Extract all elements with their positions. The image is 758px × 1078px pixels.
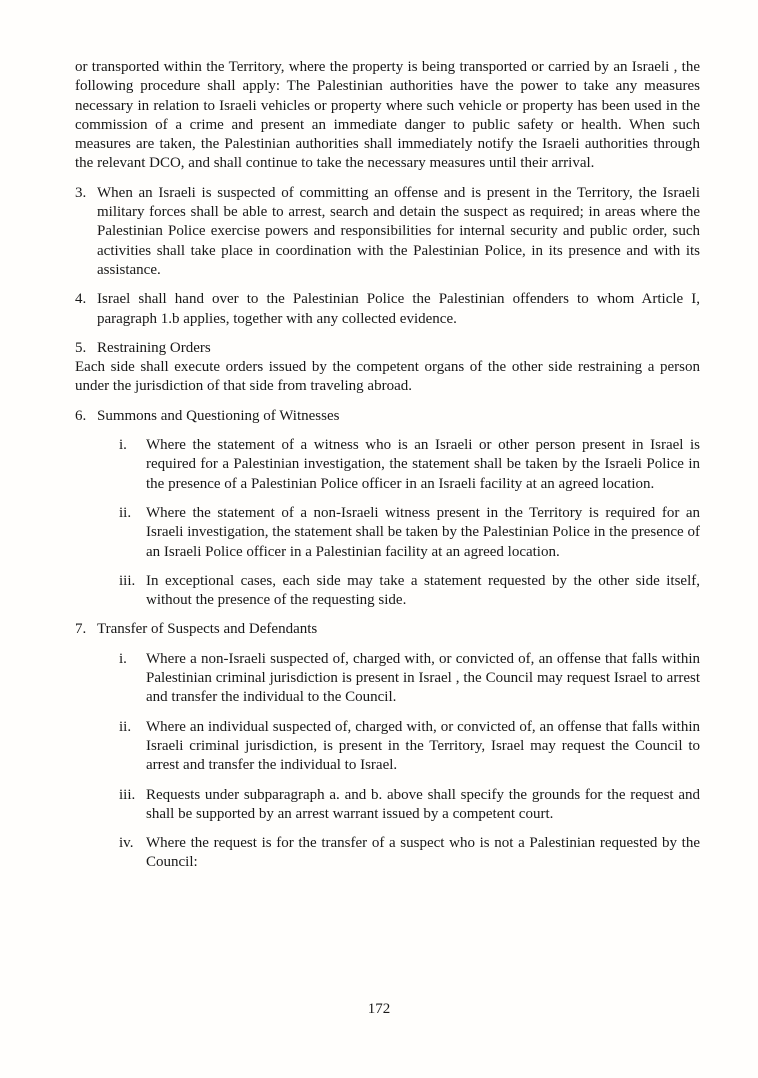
list-item-6-heading <box>75 407 700 426</box>
sub-item-7-iv <box>119 834 700 873</box>
list-item-heading: Restraining Orders <box>97 339 211 356</box>
paragraph-restraining-orders: Each side shall execute orders issued by the competent organs of the other side restraining a person under the jurisdiction of that side from traveling abroad. <box>75 359 700 395</box>
list-item-heading: Transfer of Suspects and Defendants <box>97 621 318 638</box>
list-item-text: Israel shall hand over to the Palestinian Police the Palestinian offenders to whom Article I, paragraph 1.b applies, together with any collected evidence. <box>97 291 700 327</box>
sub-item-marker: i. <box>119 650 127 667</box>
list-item-5-heading <box>75 339 700 358</box>
page-number: 172 <box>367 1001 391 1017</box>
sub-item-text: Where the statement of a non-Israeli witness present in the Territory is required for an Israeli investigation, the statement shall be taken by the Palestinian Police in the presence of an Israeli Police officer in a Palestinian facility at an agreed location. <box>146 504 700 560</box>
sub-item-marker: iv. <box>119 835 134 852</box>
sub-item-7-iii <box>119 786 700 825</box>
sub-item-marker: iii. <box>119 572 136 589</box>
sub-item-marker: ii. <box>119 504 132 521</box>
list-item-3 <box>75 184 700 280</box>
sub-item-marker: ii. <box>119 718 132 735</box>
list-marker: 6. <box>75 407 87 424</box>
sub-item-6-ii <box>119 504 700 562</box>
sub-item-text: Where an individual suspected of, charged with, or convicted of, an offense that falls within Israeli criminal jurisdiction, is present in the Territory, Israel may request the Council to arrest and transfer the individual to Israel. <box>146 718 700 774</box>
sub-item-6-iii <box>119 572 700 611</box>
list-marker: 4. <box>75 291 87 308</box>
paragraph-continuation: or transported within the Territory, where the property is being transported or carried by an Israeli , the following procedure shall apply: The Palestinian authorities have the power to take any measures necessary in relation to Israeli vehicles or property where such vehicle or property has been used in the commission of a crime and present an immediate danger to public safety or health. When such measures are taken, the Palestinian authorities shall immediately notify the Israeli authorities through the relevant DCO, and shall continue to take the necessary measures until their arrival. <box>75 59 700 172</box>
list-marker: 3. <box>75 184 87 201</box>
sub-item-7-i <box>119 650 700 708</box>
list-item-4 <box>75 290 700 329</box>
sub-item-text: In exceptional cases, each side may take a statement requested by the other side itself, without the presence of the requesting side. <box>146 572 700 609</box>
list-item-7-heading <box>75 620 700 639</box>
sub-item-text: Where the statement of a witness who is an Israeli or other person present in Israel is required for a Palestinian investigation, the statement shall be taken by the Israeli Police in the presence of a Palestinian Police officer in an Israeli facility at an agreed location. <box>146 437 700 492</box>
sub-item-7-ii <box>119 718 700 776</box>
list-item-text: When an Israeli is suspected of committing an offense and is present in the Territory, the Israeli military forces shall be able to arrest, search and detain the suspect as required; in areas where the Palestinian Police exercise powers and responsibilities for internal security and public order, such activities shall take place in coordination with the Palestinian Police, in its presence and with its assistance. <box>97 184 700 278</box>
list-marker: 7. <box>75 621 87 638</box>
sub-item-marker: i. <box>119 437 127 454</box>
list-item-heading: Summons and Questioning of Witnesses <box>97 407 340 424</box>
sub-item-text: Where the request is for the transfer of a suspect who is not a Palestinian requested by the Council: <box>146 835 700 871</box>
sub-item-marker: iii. <box>119 786 136 803</box>
sub-item-6-i <box>119 436 700 494</box>
list-marker: 5. <box>75 339 87 356</box>
sub-item-text: Requests under subparagraph a. and b. above shall specify the grounds for the request and shall be supported by an arrest warrant issued by a competent court. <box>146 786 700 822</box>
sub-item-text: Where a non-Israeli suspected of, charged with, or convicted of, an offense that falls within Palestinian criminal jurisdiction is present in Israel , the Council may request Israel to arrest and transfer the individual to the Council. <box>146 650 700 706</box>
